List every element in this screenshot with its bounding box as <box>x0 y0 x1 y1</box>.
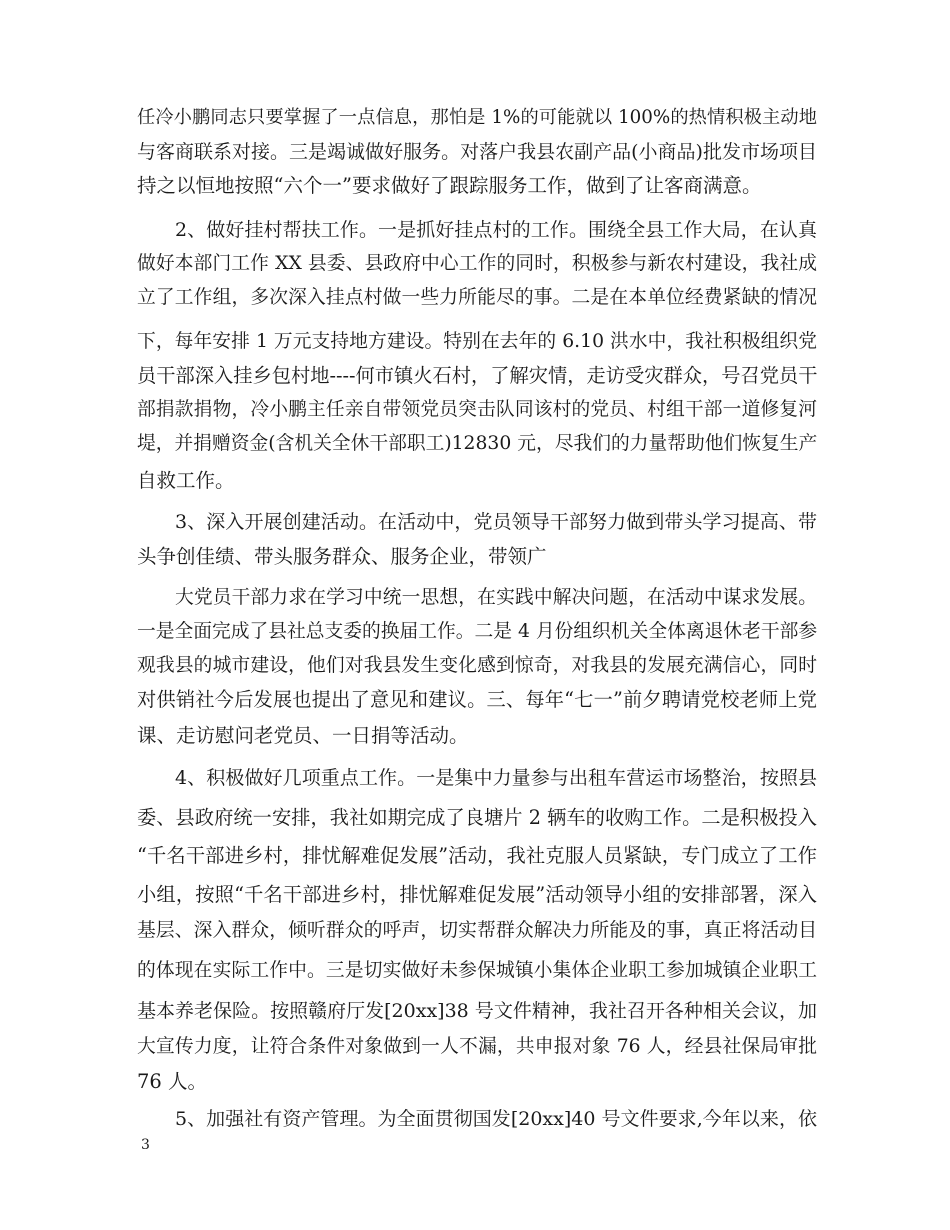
paragraph-start-line: 大党员干部力求在学习中统一思想，在实践中解决问题，在活动中谋求发展。 <box>175 587 817 608</box>
text-line: 课、走访慰问老党员、一日捐等活动。 <box>137 724 469 747</box>
text-line: 头争创佳绩、带头服务群众、服务企业，带领广 <box>137 545 547 568</box>
text-line: 立了工作组，多次深入挂点村做一些力所能尽的事。二是在本单位经费紧缺的情况 <box>137 287 817 308</box>
text-line: 做好本部门工作 XX 县委、县政府中心工作的同时，积极参与新农村建设，我社成 <box>137 253 817 274</box>
text-line: 持之以恒地按照“六个一”要求做好了跟踪服务工作，做到了让客商满意。 <box>137 174 762 197</box>
text-line: 大宣传力度，让符合条件对象做到一人不漏，共申报对象 76 人，经县社保局审批 <box>137 1036 817 1057</box>
paragraph-start-line: 5、加强社有资产管理。为全面贯彻国发[20xx]40 号文件要求,今年以来，依 <box>175 1108 817 1130</box>
text-line: 堤，并捐赠资金(含机关全休干部职工)12830 元，尽我们的力量帮助他们恢复生产 <box>137 433 818 454</box>
text-line: 委、县政府统一安排，我社如期完成了良塘片 2 辆车的收购工作。二是积极投入 <box>137 806 817 829</box>
text-line: 的体现在实际工作中。三是切实做好未参保城镇小集体企业职工参加城镇企业职工 <box>137 960 817 981</box>
text-line: 对供销社今后发展也提出了意见和建议。三、每年“七一”前夕聘请党校老师上党 <box>137 688 817 711</box>
text-line: “千名干部进乡村，排忧解难促发展”活动，我社克服人员紧缺，专门成立了工作 <box>137 844 817 867</box>
text-line: 员干部深入挂乡包村地----何市镇火石村，了解灾情，走访受灾群众，号召党员干 <box>137 364 818 387</box>
page-number: 3 <box>141 1137 150 1153</box>
paragraph-start-line: 3、深入开展创建活动。在活动中，党员领导干部努力做到带头学习提高、带 <box>175 511 817 533</box>
text-line: 观我县的城市建设，他们对我县发生变化感到惊奇，对我县的发展充满信心，同时 <box>137 655 817 676</box>
paragraph-start-line: 4、积极做好几项重点工作。一是集中力量参与出租车营运市场整治，按照县 <box>175 767 817 789</box>
paragraph-start-line: 2、做好挂村帮扶工作。一是抓好挂点村的工作。围绕全县工作大局，在认真 <box>175 219 817 241</box>
text-line: 任冷小鹏同志只要掌握了一点信息，那怕是 1%的可能就以 100%的热情积极主动地 <box>137 107 817 128</box>
text-line: 基本养老保险。按照赣府厅发[20xx]38 号文件精神，我社召开各种相关会议，加 <box>137 1000 817 1022</box>
text-line: 小组，按照“千名干部进乡村，排忧解难促发展”活动领导小组的安排部署，深入 <box>137 883 817 906</box>
text-line: 部捐款捐物，冷小鹏主任亲自带领党员突击队同该村的党员、村组干部一道修复河 <box>137 399 817 420</box>
text-line: 下，每年安排 1 万元支持地方建设。特别在去年的 6.10 洪水中，我社积极组织党 <box>137 331 817 352</box>
text-line: 自救工作。 <box>137 469 235 492</box>
text-line: 与客商联系对接。三是竭诚做好服务。对落户我县农副产品(小商品)批发市场项目 <box>137 141 817 163</box>
text-line: 基层、深入群众，倾听群众的呼声，切实帮群众解决力所能及的事，真正将活动目 <box>137 920 817 941</box>
text-line: 76 人。 <box>137 1070 208 1093</box>
text-line: 一是全面完成了县社总支委的换届工作。二是 4 月份组织机关全体离退休老干部参 <box>137 621 818 642</box>
